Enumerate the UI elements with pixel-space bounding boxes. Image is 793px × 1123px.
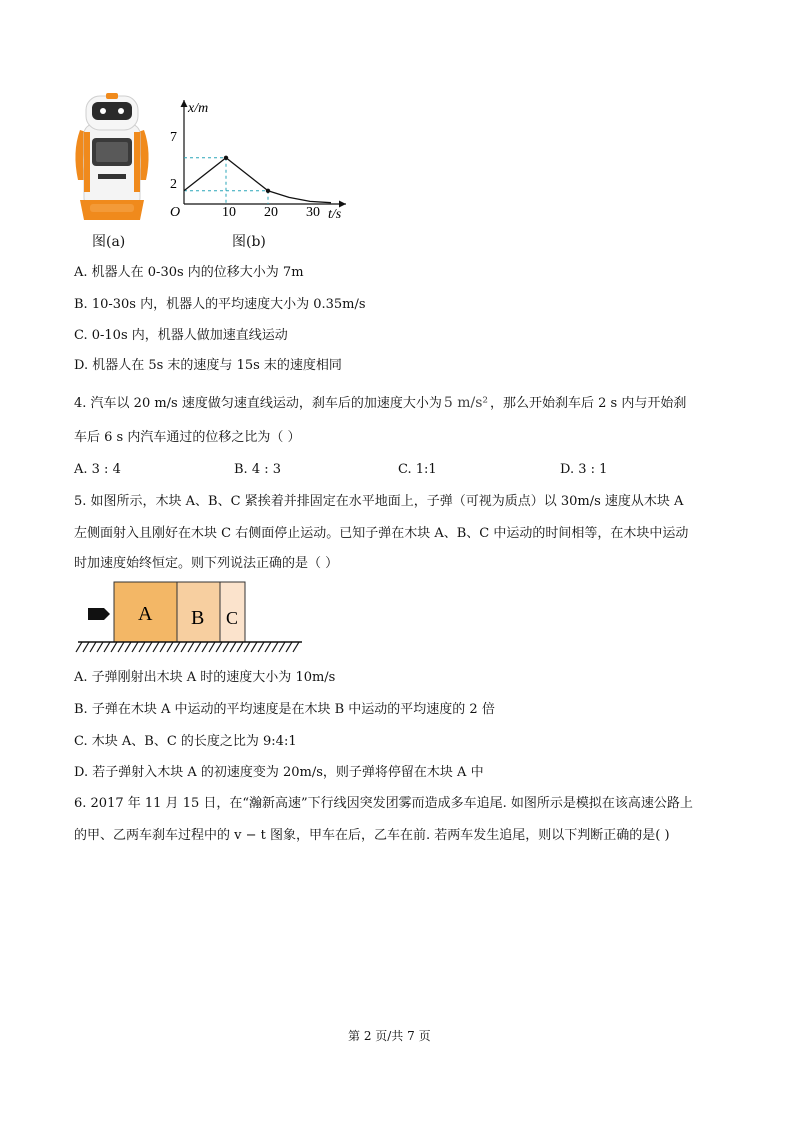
ground-hatch [293,642,299,652]
ground-hatch [216,642,222,652]
q3-option-a: A. 机器人在 0-30s 内的位移大小为 7m [74,265,304,280]
segment-decay-curve [268,191,331,203]
point-t10 [224,156,228,160]
ground-hatch [286,642,292,652]
ground-hatch [160,642,166,652]
blocks-figure [74,578,306,656]
q5-option-c: C. 木块 A、B、C 的长度之比为 9:4:1 [74,734,297,749]
ground-hatch [209,642,215,652]
ground-hatch [195,642,201,652]
q5-option-d: D. 若子弹射入木块 A 的初速度变为 20m/s，则子弹将停留在木块 A 中 [74,765,484,780]
ground-hatch [111,642,117,652]
block-a-label: A [138,603,153,625]
ground-hatch [125,642,131,652]
y-tick-2: 2 [170,177,177,192]
q3-option-d: D. 机器人在 5s 末的速度与 15s 末的速度相同 [74,358,342,373]
y-tick-7: 7 [170,130,177,145]
segment-rise [184,158,226,191]
x-tick-30: 30 [306,205,320,220]
q6-stem-line2: 的甲、乙两车刹车过程中的 v − t 图象，甲车在后，乙车在前. 若两车发生追尾，则以下判断正确的是( ) [74,828,670,843]
q5-stem-line3: 时加速度始终恒定。则下列说法正确的是（ ） [74,556,339,571]
q4-option-b: B. 4 : 3 [234,462,282,477]
x-tick-20: 20 [264,205,278,220]
q6-stem-line1: 6. 2017 年 11 月 15 日，在“瀚新高速”下行线因突发团雾而造成多车追尾. 如图所示是模拟在该高速公路上 [74,796,693,811]
origin-label: O [170,205,181,220]
ground-hatch [132,642,138,652]
page-footer: 第 2 页/共 7 页 [348,1029,431,1043]
bullet-icon [88,608,110,620]
ground-hatch [258,642,264,652]
ground-hatch [174,642,180,652]
ground-hatch [223,642,229,652]
point-t20 [266,189,270,193]
ground-hatch [251,642,257,652]
q3-option-c: C. 0-10s 内，机器人做加速直线运动 [74,328,288,343]
figure-b-caption: 图(b) [232,234,266,250]
q4-stem-line1 [74,395,686,412]
x-axis-label: t/s [328,207,342,222]
ground-hatch [181,642,187,652]
ground-hatch [83,642,89,652]
ground-hatch [153,642,159,652]
ground-hatch [97,642,103,652]
q5-option-b: B. 子弹在木块 A 中运动的平均速度是在木块 B 中运动的平均速度的 2 倍 [74,702,495,717]
ground-hatch [272,642,278,652]
y-axis-label: x/m [188,101,209,116]
q4-accel: 5 m/s² [443,395,489,411]
q4-option-d: D. 3 : 1 [560,462,608,477]
q3-option-b: B. 10-30s 内，机器人的平均速度大小为 0.35m/s [74,297,366,312]
q5-option-a: A. 子弹刚射出木块 A 时的速度大小为 10m/s [74,670,336,685]
block-b-label: B [191,607,205,629]
block-c-label: C [226,608,239,628]
ground-hatch [265,642,271,652]
ground-hatch [230,642,236,652]
q4-stem-part1: 4. 汽车以 20 m/s 速度做匀速直线运动，刹车后的加速度大小为 [74,396,442,411]
ground-hatch [188,642,194,652]
ground-hatch [146,642,152,652]
robot-image [70,92,154,222]
q4-stem-part2: ，那么开始刹车后 2 s 内与开始刹 [490,396,687,411]
ground-hatch [279,642,285,652]
ground-hatch [104,642,110,652]
segment-fall [226,158,268,191]
q5-stem-line2: 左侧面射入且刚好在木块 C 右侧面停止运动。已知子弹在木块 A、B、C 中运动的时间相等，在木块中运动 [74,526,689,541]
ground-hatch [76,642,82,652]
x-tick-10: 10 [222,205,236,220]
ground-hatch [202,642,208,652]
q4-option-a: A. 3 : 4 [74,462,121,477]
ground-hatch [118,642,124,652]
ground-hatch [90,642,96,652]
ground-hatch [167,642,173,652]
q4-option-c: C. 1:1 [398,462,437,477]
xt-chart [160,94,350,256]
ground-hatch [244,642,250,652]
q4-stem-line2: 车后 6 s 内汽车通过的位移之比为（ ） [74,430,301,445]
ground-hatch [237,642,243,652]
figure-a-caption: 图(a) [92,234,126,250]
q5-stem-line1: 5. 如图所示，木块 A、B、C 紧挨着并排固定在水平地面上，子弹（可视为质点）以 30m/s 速度从木块 A [74,494,684,509]
ground-hatch [139,642,145,652]
